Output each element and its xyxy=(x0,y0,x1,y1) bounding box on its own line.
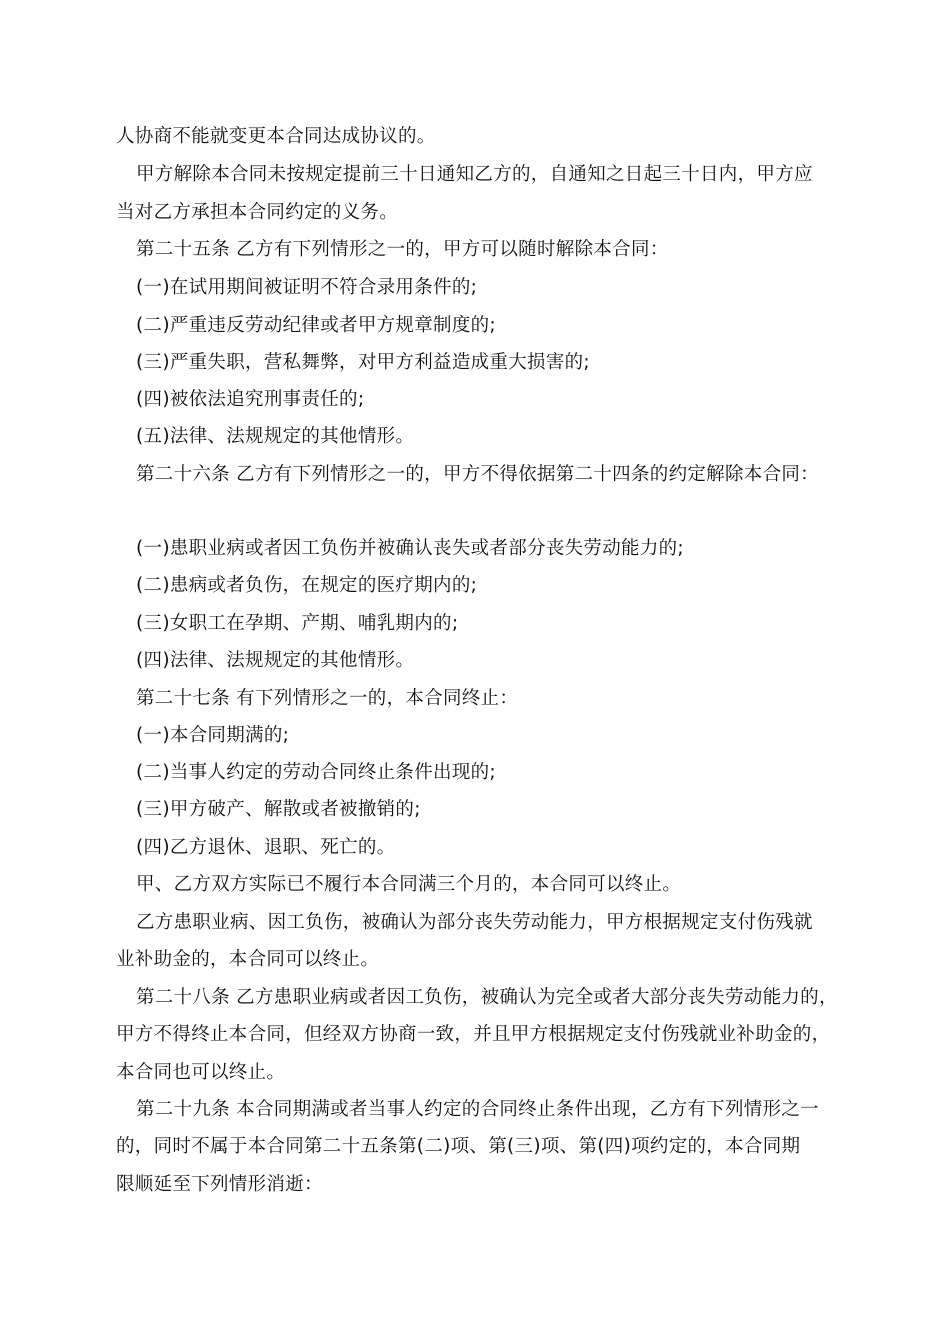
text-line: 第二十七条 有下列情形之一的，本合同终止： xyxy=(136,688,519,709)
text-line: 限顺延至下列情形消逝： xyxy=(116,1174,323,1195)
text-line: (一)本合同期满的; xyxy=(136,725,290,746)
text-line: (一)患职业病或者因工负伤并被确认丧失或者部分丧失劳动能力的; xyxy=(136,538,684,559)
text-line: 第二十五条 乙方有下列情形之一的，甲方可以随时解除本合同： xyxy=(136,239,669,260)
text-line: (二)患病或者负伤，在规定的医疗期内的; xyxy=(136,575,478,596)
text-line: 本合同也可以终止。 xyxy=(116,1062,286,1083)
text-line: (二)严重违反劳动纪律或者甲方规章制度的; xyxy=(136,315,496,336)
text-line: (四)法律、法规规定的其他情形。 xyxy=(136,650,415,671)
text-line: 业补助金的，本合同可以终止。 xyxy=(116,949,380,970)
text-line: 人协商不能就变更本合同达成协议的。 xyxy=(116,126,436,147)
text-line: (三)甲方破产、解散或者被撤销的; xyxy=(136,799,421,820)
text-line: (二)当事人约定的劳动合同终止条件出现的; xyxy=(136,762,496,783)
text-line: (三)严重失职，营私舞弊，对甲方利益造成重大损害的; xyxy=(136,352,590,373)
text-line: 甲、乙方双方实际已不履行本合同满三个月的，本合同可以终止。 xyxy=(136,874,682,895)
text-line: (五)法律、法规规定的其他情形。 xyxy=(136,426,415,447)
text-line: (三)女职工在孕期、产期、哺乳期内的; xyxy=(136,613,459,634)
text-line: 第二十九条 本合同期满或者当事人约定的合同终止条件出现，乙方有下列情形之一 xyxy=(136,1099,819,1120)
text-line: 第二十六条 乙方有下列情形之一的，甲方不得依据第二十四条的约定解除本合同： xyxy=(136,464,819,485)
text-line: 的，同时不属于本合同第二十五条第(二)项、第(三)项、第(四)项约定的，本合同期 xyxy=(116,1136,801,1157)
text-line: 甲方不得终止本合同，但经双方协商一致，并且甲方根据规定支付伤残就业补助金的， xyxy=(116,1024,831,1045)
text-line: (四)被依法追究刑事责任的; xyxy=(136,389,365,410)
text-line: (一)在试用期间被证明不符合录用条件的; xyxy=(136,277,478,298)
text-line: 甲方解除本合同未按规定提前三十日通知乙方的，自通知之日起三十日内，甲方应 xyxy=(136,164,813,185)
text-line: 当对乙方承担本合同约定的义务。 xyxy=(116,202,399,223)
text-line: 乙方患职业病、因工负伤，被确认为部分丧失劳动能力，甲方根据规定支付伤残就 xyxy=(136,912,813,933)
text-line: (四)乙方退休、退职、死亡的。 xyxy=(136,837,396,858)
text-line: 第二十八条 乙方患职业病或者因工负伤，被确认为完全或者大部分丧失劳动能力的， xyxy=(136,987,838,1008)
